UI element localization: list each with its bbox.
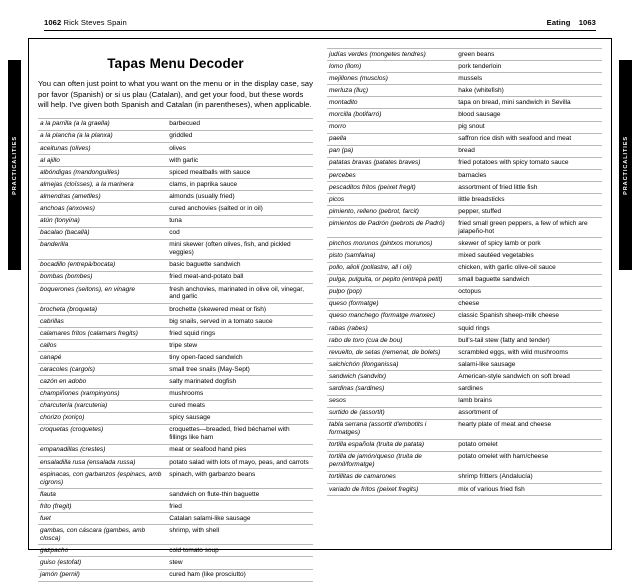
glossary-term: picos bbox=[327, 194, 456, 206]
glossary-definition: American-style sandwich on soft bread bbox=[456, 371, 602, 383]
glossary-definition: mushrooms bbox=[167, 388, 313, 400]
glossary-definition: shrimp, with shell bbox=[167, 525, 313, 545]
glossary-definition: fresh anchovies, marinated in olive oil, vinegar, and garlic bbox=[167, 283, 313, 303]
table-row bbox=[38, 557, 313, 569]
table-row bbox=[327, 262, 602, 274]
table-row bbox=[38, 469, 313, 489]
sidebar-box-content bbox=[38, 48, 602, 579]
table-row bbox=[327, 169, 602, 181]
table-row bbox=[38, 203, 313, 215]
table-row bbox=[327, 157, 602, 169]
glossary-term: sardinas (sardines) bbox=[327, 383, 456, 395]
table-row bbox=[327, 419, 602, 439]
glossary-definition: cold tomato soup bbox=[167, 545, 313, 557]
glossary-term: bombas (bombes) bbox=[38, 271, 167, 283]
table-row bbox=[327, 439, 602, 451]
glossary-term: montadito bbox=[327, 97, 456, 109]
table-row bbox=[327, 471, 602, 483]
glossary-definition: basic baguette sandwich bbox=[167, 259, 313, 271]
glossary-term: a la plancha (a la planxa) bbox=[38, 130, 167, 142]
glossary-term: percebes bbox=[327, 169, 456, 181]
glossary-term: pinchos morunos (pintxos morunos) bbox=[327, 238, 456, 250]
glossary-term: pulpo (pop) bbox=[327, 286, 456, 298]
glossary-definition: squid rings bbox=[456, 322, 602, 334]
glossary-definition: big snails, served in a tomato sauce bbox=[167, 316, 313, 328]
glossary-term: rabas (rabes) bbox=[327, 322, 456, 334]
thumb-tab-left bbox=[8, 60, 21, 270]
glossary-definition: croquettes—breaded, fried béchamel with fillings like ham bbox=[167, 424, 313, 444]
table-row bbox=[327, 298, 602, 310]
glossary-definition: mini skewer (often olives, fish, and pickled veggies) bbox=[167, 239, 313, 259]
glossary-definition: mixed sautéed vegetables bbox=[456, 250, 602, 262]
glossary-term: tortilla española (truita de patata) bbox=[327, 439, 456, 451]
glossary-definition: sandwich on flute-thin baguette bbox=[167, 489, 313, 501]
glossary-term: guiso (estofat) bbox=[38, 557, 167, 569]
glossary-definition: pork tenderloin bbox=[456, 61, 602, 73]
glossary-term: canapé bbox=[38, 352, 167, 364]
glossary-term: caracoles (cargols) bbox=[38, 364, 167, 376]
glossary-term: charcutería (xarcuteria) bbox=[38, 400, 167, 412]
table-row bbox=[38, 501, 313, 513]
table-row bbox=[38, 513, 313, 525]
glossary-definition: assortment of fried little fish bbox=[456, 182, 602, 194]
table-row bbox=[38, 191, 313, 203]
glossary-definition: barnacles bbox=[456, 169, 602, 181]
glossary-term: boquerones (seitons), en vinagre bbox=[38, 283, 167, 303]
glossary-term: salchichón (llonganissa) bbox=[327, 359, 456, 371]
table-row bbox=[327, 73, 602, 85]
glossary-definition: stew bbox=[167, 557, 313, 569]
table-row bbox=[327, 206, 602, 218]
glossary-definition: classic Spanish sheep-milk cheese bbox=[456, 310, 602, 322]
glossary-term: ensaladilla rusa (ensalada russa) bbox=[38, 456, 167, 468]
glossary-definition: hake (whitefish) bbox=[456, 85, 602, 97]
glossary-term: patatas bravas (patates braves) bbox=[327, 157, 456, 169]
glossary-term: champiñones (xampinyons) bbox=[38, 388, 167, 400]
table-row bbox=[38, 364, 313, 376]
glossary-definition: fried squid rings bbox=[167, 328, 313, 340]
glossary-definition: tapa on bread, mini sandwich in Sevilla bbox=[456, 97, 602, 109]
column-right bbox=[327, 48, 602, 540]
glossary-term: sesos bbox=[327, 395, 456, 407]
glossary-term: tortillitas de camarones bbox=[327, 471, 456, 483]
glossary-definition: saffron rice dish with seafood and meat bbox=[456, 133, 602, 145]
table-row bbox=[38, 179, 313, 191]
glossary-definition: salty marinated dogfish bbox=[167, 376, 313, 388]
table-row bbox=[38, 412, 313, 424]
glossary-term: flauta bbox=[38, 489, 167, 501]
glossary-term: almendras (ametlles) bbox=[38, 191, 167, 203]
table-row bbox=[38, 489, 313, 501]
table-row bbox=[38, 155, 313, 167]
glossary-term: surtido de (assortit) bbox=[327, 407, 456, 419]
table-row bbox=[38, 545, 313, 557]
table-row bbox=[38, 400, 313, 412]
table-row bbox=[327, 395, 602, 407]
glossary-term: callos bbox=[38, 340, 167, 352]
table-row bbox=[38, 259, 313, 271]
table-row bbox=[327, 274, 602, 286]
glossary-term: morcilla (botifarró) bbox=[327, 109, 456, 121]
glossary-definition: cured meats bbox=[167, 400, 313, 412]
glossary-term: pimientos de Padrón (pebrots de Padró) bbox=[327, 218, 456, 238]
glossary-term: queso (formatge) bbox=[327, 298, 456, 310]
glossary-definition: clams, in paprika sauce bbox=[167, 179, 313, 191]
table-row bbox=[327, 347, 602, 359]
table-row bbox=[327, 182, 602, 194]
chapter-title: Eating bbox=[546, 18, 571, 27]
table-row bbox=[38, 130, 313, 142]
glossary-table-left bbox=[38, 118, 313, 582]
table-row bbox=[38, 215, 313, 227]
glossary-definition: meat or seafood hand pies bbox=[167, 444, 313, 456]
glossary-term: tortilla de jamón/queso (truita de pernil/formatge) bbox=[327, 451, 456, 471]
glossary-term: cabrillas bbox=[38, 316, 167, 328]
thumb-tab-right-label: PRACTICALITIES bbox=[622, 135, 629, 195]
table-row bbox=[327, 407, 602, 419]
glossary-term: gambas, con cáscara (gambes, amb closca) bbox=[38, 525, 167, 545]
glossary-term: judías verdes (mongetes tendres) bbox=[327, 49, 456, 61]
running-head-left bbox=[44, 18, 127, 27]
table-row bbox=[327, 61, 602, 73]
table-row bbox=[327, 383, 602, 395]
glossary-definition: fried bbox=[167, 501, 313, 513]
glossary-definition: tuna bbox=[167, 215, 313, 227]
table-row bbox=[38, 424, 313, 444]
book-title: Rick Steves Spain bbox=[63, 18, 127, 27]
table-row bbox=[38, 239, 313, 259]
table-row bbox=[327, 97, 602, 109]
table-row bbox=[327, 371, 602, 383]
table-row bbox=[327, 451, 602, 471]
glossary-definition: cod bbox=[167, 227, 313, 239]
glossary-definition: with garlic bbox=[167, 155, 313, 167]
glossary-term: pescaditos fritos (peixet fregit) bbox=[327, 182, 456, 194]
glossary-definition: hearty plate of meat and cheese bbox=[456, 419, 602, 439]
intro-paragraph: You can often just point to what you want on the menu or in the display case, say por favor (Spanish) or si us plau (Catalan), and get your food, but these words will help. I've given both Spanish and Catalan (in parentheses), when applicable. bbox=[38, 79, 313, 110]
table-row bbox=[38, 303, 313, 315]
table-row bbox=[38, 456, 313, 468]
table-row bbox=[327, 359, 602, 371]
table-row bbox=[327, 133, 602, 145]
table-row bbox=[327, 218, 602, 238]
glossary-term: jamón (pernil) bbox=[38, 569, 167, 581]
table-row bbox=[327, 310, 602, 322]
table-row bbox=[327, 250, 602, 262]
glossary-term: a la parrilla (a la graella) bbox=[38, 118, 167, 130]
glossary-term: al ajillo bbox=[38, 155, 167, 167]
glossary-term: croquetas (croquetes) bbox=[38, 424, 167, 444]
column-left bbox=[38, 48, 313, 579]
table-row bbox=[327, 483, 602, 495]
glossary-definition: small baguette sandwich bbox=[456, 274, 602, 286]
glossary-definition: shrimp fritters (Andalucía) bbox=[456, 471, 602, 483]
glossary-definition: tripe stew bbox=[167, 340, 313, 352]
table-row bbox=[327, 85, 602, 97]
glossary-definition: olives bbox=[167, 142, 313, 154]
table-row bbox=[38, 525, 313, 545]
table-row bbox=[38, 388, 313, 400]
glossary-term: pulga, pulguita, or pepito (entrepà petit) bbox=[327, 274, 456, 286]
glossary-term: calamares fritos (calamars fregits) bbox=[38, 328, 167, 340]
glossary-definition: small tree snails (May-Sept) bbox=[167, 364, 313, 376]
glossary-definition: green beans bbox=[456, 49, 602, 61]
table-row bbox=[38, 444, 313, 456]
glossary-term: pimiento, relleno (pebrot, farcit) bbox=[327, 206, 456, 218]
glossary-term: espinacas, con garbanzos (espinacs, amb cigrons) bbox=[38, 469, 167, 489]
glossary-definition: fried potatoes with spicy tomato sauce bbox=[456, 157, 602, 169]
table-row bbox=[38, 352, 313, 364]
glossary-definition: spiced meatballs with sauce bbox=[167, 167, 313, 179]
glossary-term: fuet bbox=[38, 513, 167, 525]
glossary-term: lomo (llom) bbox=[327, 61, 456, 73]
glossary-definition: bull's-tail stew (fatty and tender) bbox=[456, 335, 602, 347]
glossary-definition: spinach, with garbanzo beans bbox=[167, 469, 313, 489]
table-row bbox=[327, 238, 602, 250]
table-row bbox=[38, 376, 313, 388]
table-row bbox=[327, 121, 602, 133]
glossary-term: bocadillo (entrepà/bocata) bbox=[38, 259, 167, 271]
glossary-term: chorizo (xoriço) bbox=[38, 412, 167, 424]
glossary-definition: griddled bbox=[167, 130, 313, 142]
glossary-term: sandwich (sandvitx) bbox=[327, 371, 456, 383]
glossary-definition: potato omelet with ham/cheese bbox=[456, 451, 602, 471]
glossary-definition: fried meat-and-potato ball bbox=[167, 271, 313, 283]
glossary-definition: mussels bbox=[456, 73, 602, 85]
glossary-term: almejas (cloïsses), a la marinera bbox=[38, 179, 167, 191]
table-row bbox=[38, 283, 313, 303]
page-number-right: 1063 bbox=[578, 18, 596, 27]
glossary-definition: fried small green peppers, a few of which are jalapeño-hot bbox=[456, 218, 602, 238]
running-head-right bbox=[547, 18, 596, 27]
table-row bbox=[327, 109, 602, 121]
table-row bbox=[38, 227, 313, 239]
glossary-definition: cured ham (like prosciutto) bbox=[167, 569, 313, 581]
glossary-definition: potato omelet bbox=[456, 439, 602, 451]
table-row bbox=[38, 316, 313, 328]
table-row bbox=[327, 322, 602, 334]
glossary-definition: barbecued bbox=[167, 118, 313, 130]
glossary-definition: potato salad with lots of mayo, peas, and carrots bbox=[167, 456, 313, 468]
glossary-definition: scrambled eggs, with wild mushrooms bbox=[456, 347, 602, 359]
glossary-term: bacalao (bacallà) bbox=[38, 227, 167, 239]
glossary-definition: skewer of spicy lamb or pork bbox=[456, 238, 602, 250]
glossary-definition: mix of various fried fish bbox=[456, 483, 602, 495]
glossary-definition: almonds (usually fried) bbox=[167, 191, 313, 203]
glossary-definition: lamb brains bbox=[456, 395, 602, 407]
glossary-definition: tiny open-faced sandwich bbox=[167, 352, 313, 364]
glossary-term: tabla serrana (assortit d'embotits i formatges) bbox=[327, 419, 456, 439]
glossary-definition: blood sausage bbox=[456, 109, 602, 121]
table-row bbox=[38, 340, 313, 352]
table-row bbox=[38, 167, 313, 179]
glossary-term: empanadillas (crestes) bbox=[38, 444, 167, 456]
glossary-term: atún (tonyina) bbox=[38, 215, 167, 227]
page-title: Tapas Menu Decoder bbox=[107, 56, 244, 71]
page-number-left: 1062 bbox=[44, 18, 62, 27]
glossary-term: gazpacho bbox=[38, 545, 167, 557]
table-row bbox=[327, 194, 602, 206]
glossary-term: paella bbox=[327, 133, 456, 145]
table-row bbox=[38, 271, 313, 283]
glossary-definition: brochette (skewered meat or fish) bbox=[167, 303, 313, 315]
glossary-definition: sardines bbox=[456, 383, 602, 395]
glossary-term: rabo de toro (cua de bou) bbox=[327, 335, 456, 347]
table-row bbox=[38, 142, 313, 154]
table-row bbox=[327, 286, 602, 298]
glossary-term: variado de fritos (peixet fregits) bbox=[327, 483, 456, 495]
glossary-term: pollo, alioli (pollastre, all i oli) bbox=[327, 262, 456, 274]
table-row bbox=[38, 328, 313, 340]
glossary-definition: chicken, with garlic olive-oil sauce bbox=[456, 262, 602, 274]
glossary-definition: cheese bbox=[456, 298, 602, 310]
glossary-term: merluza (lluç) bbox=[327, 85, 456, 97]
thumb-tab-right bbox=[619, 60, 632, 270]
glossary-term: frito (fregit) bbox=[38, 501, 167, 513]
glossary-definition: cured anchovies (salted or in oil) bbox=[167, 203, 313, 215]
glossary-definition: salami-like sausage bbox=[456, 359, 602, 371]
glossary-term: brocheta (broqueta) bbox=[38, 303, 167, 315]
glossary-term: pisto (samfaina) bbox=[327, 250, 456, 262]
glossary-definition: bread bbox=[456, 145, 602, 157]
glossary-definition: assortment of bbox=[456, 407, 602, 419]
glossary-definition: pepper, stuffed bbox=[456, 206, 602, 218]
table-row bbox=[327, 145, 602, 157]
glossary-definition: pig snout bbox=[456, 121, 602, 133]
table-row bbox=[327, 335, 602, 347]
glossary-term: mejillones (musclos) bbox=[327, 73, 456, 85]
table-row bbox=[38, 569, 313, 581]
table-row bbox=[38, 118, 313, 130]
table-row bbox=[327, 49, 602, 61]
glossary-term: cazón en adobo bbox=[38, 376, 167, 388]
glossary-term: morro bbox=[327, 121, 456, 133]
glossary-definition: little breadsticks bbox=[456, 194, 602, 206]
glossary-term: banderilla bbox=[38, 239, 167, 259]
glossary-term: albóndigas (mandonguilles) bbox=[38, 167, 167, 179]
glossary-term: revuelto, de setas (remenat, de bolets) bbox=[327, 347, 456, 359]
glossary-table-right bbox=[327, 48, 602, 496]
glossary-definition: spicy sausage bbox=[167, 412, 313, 424]
glossary-term: anchoas (anxoves) bbox=[38, 203, 167, 215]
glossary-definition: octopus bbox=[456, 286, 602, 298]
glossary-term: aceitunas (olives) bbox=[38, 142, 167, 154]
glossary-definition: Catalan salami-like sausage bbox=[167, 513, 313, 525]
thumb-tab-left-label: PRACTICALITIES bbox=[11, 135, 18, 195]
header-rule bbox=[44, 30, 596, 31]
glossary-term: queso manchego (formatge manxec) bbox=[327, 310, 456, 322]
glossary-term: pan (pa) bbox=[327, 145, 456, 157]
